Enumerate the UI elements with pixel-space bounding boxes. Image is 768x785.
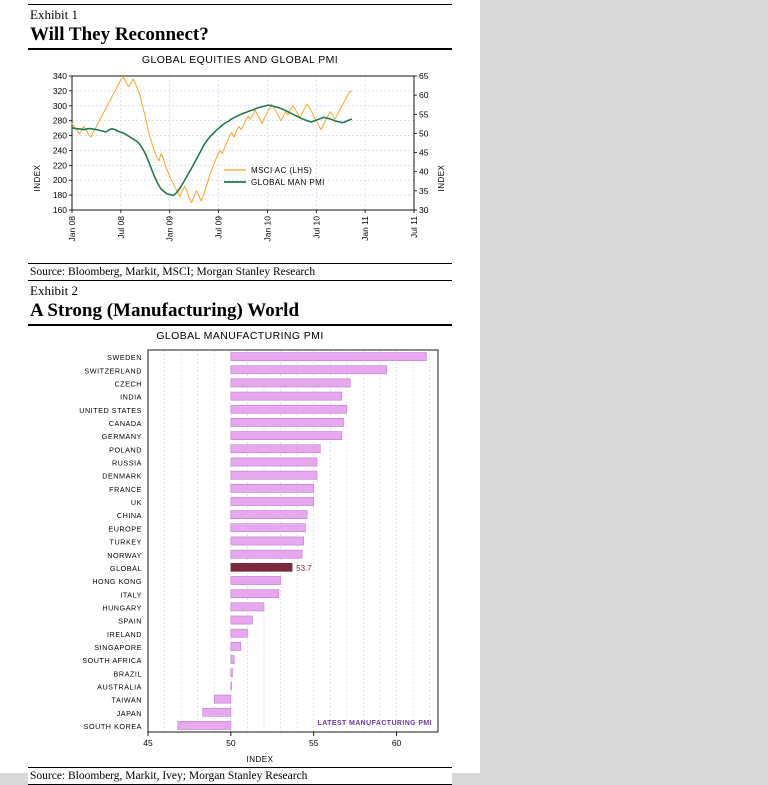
chart2-category-label: BRAZIL [113,669,142,679]
chart1-ytick-right: 30 [419,205,429,215]
chart2-category-label: TAIWAN [111,695,142,705]
chart1-legend-label: MSCI AC (LHS) [251,166,313,175]
chart1-legend-label: GLOBAL MAN PMI [251,178,325,187]
chart1-ytick-left: 280 [52,115,67,126]
chart1-ylabel-left: INDEX [33,164,42,192]
chart2-category-label: UK [130,498,142,508]
chart2-category-labels [79,353,142,731]
chart1-xtick: Jan 09 [164,216,175,242]
exhibit-2-title: A Strong (Manufacturing) World [30,300,300,321]
chart1-xtick: Jul 11 [409,216,419,239]
exhibit-1-chart-title: GLOBAL EQUITIES AND GLOBAL PMI [141,54,339,66]
chart1-ytick-left: 320 [52,85,67,96]
chart2-bar [231,550,302,558]
chart2-xlabel: INDEX [246,755,274,764]
chart2-bar [231,655,234,663]
chart2-category-label: HONG KONG [92,577,142,587]
chart1-ytick-right: 55 [419,109,429,120]
chart2-note [318,720,432,727]
chart2-category-label: DENMARK [102,471,142,481]
chart2-highlight-value: 53.7 [296,563,312,573]
exhibit-2-source: Source: Bloomberg, Markit, Ivey; Morgan Stanley Research [30,770,308,782]
chart2-bar [231,445,320,453]
chart1-xtick: Jan 11 [360,216,371,241]
chart2-category-label: GERMANY [101,432,142,442]
chart2-category-label: HUNGARY [102,603,142,613]
chart2-category-label: SOUTH AFRICA [82,656,142,666]
chart2-category-label: SWITZERLAND [84,366,142,376]
chart2-note-label: LATEST MANUFACTURING PMI [317,720,432,727]
chart2-bar [231,353,427,361]
chart1-ytick-right: 65 [419,71,429,81]
chart2-bar [178,721,231,729]
chart1-ytick-left: 300 [52,100,67,111]
chart2-category-label: CZECH [114,379,142,389]
exhibit-1-title: Will They Reconnect? [30,24,209,45]
chart2-bar [231,418,344,426]
chart1-xtick: Jul 08 [115,216,126,239]
chart2-category-label: EUROPE [108,524,142,534]
chart1-ytick-left: 240 [52,145,67,156]
chart2-category-label: CHINA [116,511,142,521]
chart2-bar [231,590,279,598]
chart2-bar [231,458,317,466]
chart2-category-label: SINGAPORE [94,642,142,652]
chart2-category-label: RUSSIA [111,458,142,468]
chart2-xtick: 55 [308,738,319,748]
chart1-ytick-left: 220 [52,160,67,171]
chart1-gridlines [72,76,414,210]
chart2-bar [231,484,314,492]
chart1-axes [69,76,417,213]
chart1-ytick-left: 340 [52,71,67,81]
exhibit-1-label: Exhibit 1 [30,7,79,22]
chart2-bar [231,471,317,479]
exhibit-1-source: Source: Bloomberg, Markit, MSCI; Morgan Stanley Research [30,266,316,278]
chart2-bars [178,353,427,730]
chart2-category-label: POLAND [109,445,142,455]
chart2-bar [231,537,304,545]
chart2-category-label: CANADA [108,419,142,429]
chart2-xtick: 50 [226,738,236,748]
chart2-bar [214,695,231,703]
chart2-category-label: TURKEY [109,537,142,547]
chart1-legend [224,166,325,187]
chart2-bar [231,669,233,677]
chart2-category-label: SPAIN [118,616,142,626]
chart2-bar [231,392,342,400]
chart2-category-label: GLOBAL [109,563,142,573]
chart2-bar [231,682,232,690]
chart2-category-label: JAPAN [116,708,142,718]
chart1-xtick: Jul 09 [213,216,224,239]
chart2-category-label: AUSTRALIA [97,682,142,692]
chart2-bar [231,576,281,584]
chart1-ytick-right: 40 [419,166,429,177]
chart1-ytick-left: 200 [52,175,67,186]
chart2-category-label: ITALY [120,590,142,600]
chart2-tick-labels [143,738,401,748]
chart1-ytick-left: 160 [52,205,67,215]
chart2-category-label: SWEDEN [107,353,142,363]
chart1-xtick: Jul 10 [311,216,322,239]
chart1-ytick-right: 45 [419,147,429,158]
chart1-xtick: Jan 08 [67,216,77,242]
chart2-bar [231,524,306,532]
chart2-bar [231,563,292,571]
chart2-category-label: INDIA [120,392,142,402]
chart2-bar [231,616,253,624]
chart1-tick-labels [53,71,429,242]
chart2-bar [231,642,241,650]
exhibit-2-title-rule [28,324,452,326]
chart2-bar [203,708,231,716]
chart2-bar [231,511,307,519]
chart1-ytick-right: 60 [419,90,429,101]
chart2-xtick: 45 [143,738,153,748]
chart2-bar [231,379,350,387]
exhibit-2-chart [28,344,452,767]
chart1-ytick-left: 180 [52,190,67,201]
chart2-category-label: SOUTH KOREA [83,721,142,731]
chart1-ytick-left: 260 [52,130,67,141]
chart1-ytick-right: 35 [419,185,429,196]
chart1-ytick-right: 50 [419,128,429,139]
exhibit-1-title-rule [28,48,452,50]
chart2-bar [231,366,387,374]
chart1-ylabel-right: INDEX [437,164,446,192]
exhibit-1-chart [28,68,452,263]
chart2-bar [231,405,347,413]
chart1-xtick: Jan 10 [262,216,273,242]
chart2-category-label: NORWAY [107,550,142,560]
chart2-category-label: FRANCE [109,484,142,494]
exhibit-2-label: Exhibit 2 [30,283,79,298]
chart2-xtick: 60 [391,738,402,748]
exhibit-1-panel [28,4,452,281]
chart2-bar [231,629,248,637]
chart2-bar [231,603,264,611]
chart2-bar [231,497,314,505]
chart2-category-label: UNITED STATES [79,405,142,415]
chart2-category-label: IRELAND [106,629,142,639]
exhibit-2-panel [28,281,452,785]
chart2-bar [231,432,342,440]
exhibit-2-chart-title: GLOBAL MANUFACTURING PMI [156,330,324,342]
